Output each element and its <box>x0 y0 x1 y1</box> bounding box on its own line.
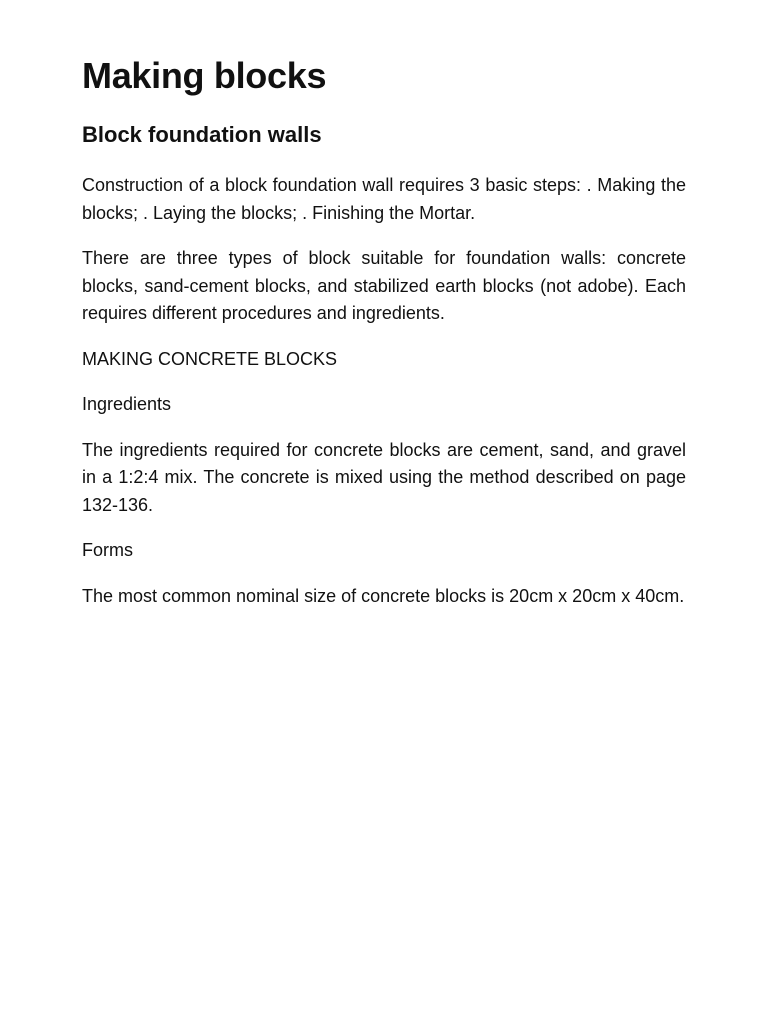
paragraph-construction-steps: Construction of a block foundation wall requires 3 basic steps: . Making the blocks; . Laying the blocks; . Finishing the Mortar. <box>82 175 686 223</box>
page-title: Making blocks <box>82 55 327 96</box>
subheading-ingredients: Ingredients <box>82 394 172 414</box>
subheading-forms: Forms <box>82 540 133 560</box>
paragraph-forms: The most common nominal size of concrete blocks is 20cm x 20cm x 40cm. <box>82 585 685 606</box>
subheading-making-concrete-blocks: MAKING CONCRETE BLOCKS <box>82 348 338 369</box>
paragraph-ingredients: The ingredients required for concrete blocks are cement, sand, and gravel in a 1:2:4 mix. The concrete is mixed using the method described on page 132-136. <box>82 439 686 515</box>
paragraph-block-types: There are three types of block suitable for foundation walls: concrete blocks, sand-cement blocks, and stabilized earth blocks (not adobe). Each requires different procedures and ingredients. <box>82 248 686 323</box>
section-heading: Block foundation walls <box>82 122 322 147</box>
